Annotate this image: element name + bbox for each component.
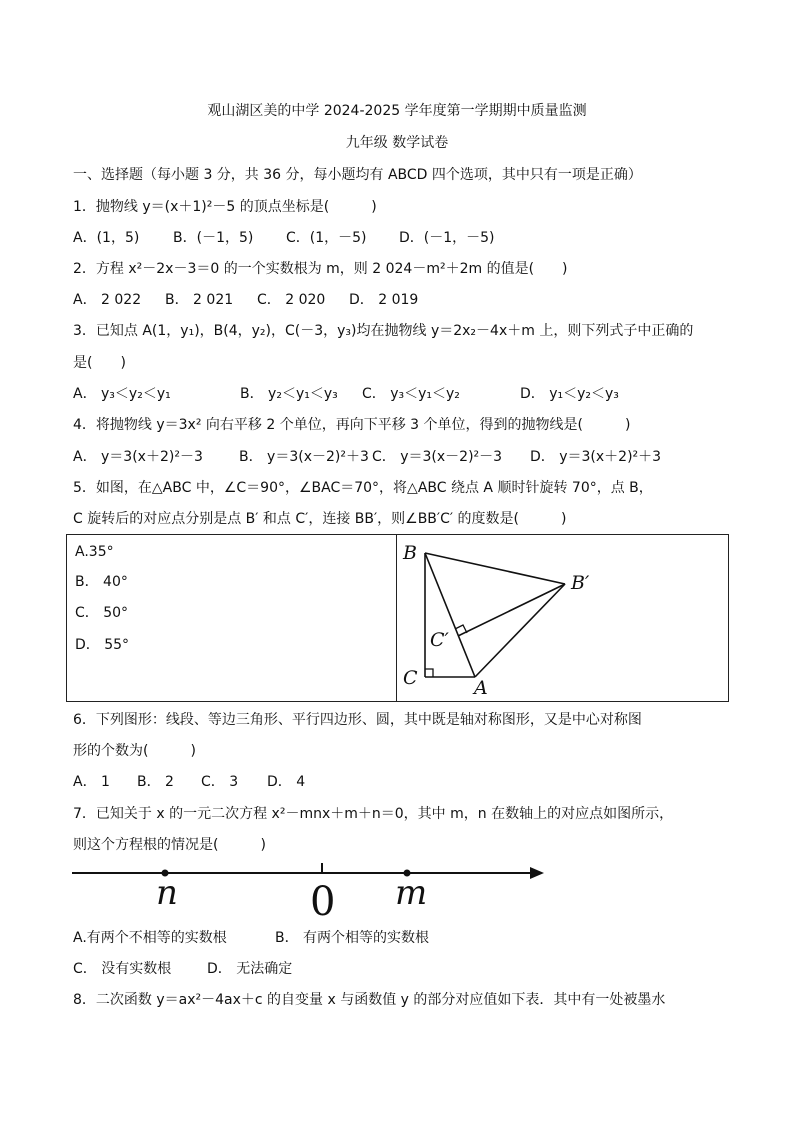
q4-option-a: A． y＝3(x＋2)²－3	[73, 449, 203, 465]
q3-option-c: C． y₃＜y₁＜y₂	[362, 386, 460, 402]
question-7-stem: 7．已知关于 x 的一元二次方程 x²－mnx＋m＋n＝0，其中 m，n 在数轴上的对应点如图所示，	[73, 806, 674, 822]
question-1-stem: 1．抛物线 y＝(x＋1)²－5 的顶点坐标是( )	[73, 199, 377, 215]
question-7-options-row1	[73, 929, 429, 947]
triangle-rotation-figure	[397, 535, 727, 701]
label-a: A	[474, 677, 488, 699]
question-7-stem-cont: 则这个方程根的情况是( )	[73, 837, 266, 853]
number-line-arrow	[530, 867, 544, 879]
question-5-figure-table	[66, 534, 729, 702]
q6-option-d: D． 4	[267, 774, 306, 790]
question-4-stem: 4．将抛物线 y＝3x² 向右平移 2 个单位，再向下平移 3 个单位，得到的抛物线是( )	[73, 417, 631, 433]
label-m: m	[395, 873, 428, 913]
q6-option-b: B． 2	[137, 774, 174, 790]
exam-title: 观山湖区美的中学 2024-2025 学年度第一学期期中质量监测	[207, 103, 587, 119]
q2-option-c: C． 2 020	[257, 292, 326, 308]
q7-option-c: C． 没有实数根	[73, 961, 172, 977]
label-zero: 0	[310, 879, 336, 918]
q1-option-a: A．(1，5)	[73, 230, 140, 246]
question-7-options-row2	[73, 960, 292, 978]
q7-option-b: B． 有两个相等的实数根	[275, 930, 430, 946]
number-line	[68, 858, 558, 918]
exam-subtitle: 九年级 数学试卷	[345, 135, 449, 151]
question-2-options	[73, 291, 418, 309]
right-angle-mark-c	[425, 669, 433, 677]
question-6-stem-cont: 形的个数为( )	[73, 743, 196, 759]
q2-option-b: B． 2 021	[165, 292, 234, 308]
q4-option-d: D． y＝3(x＋2)²＋3	[530, 449, 662, 465]
label-n: n	[156, 873, 178, 913]
question-6-stem: 6．下列图形：线段、等边三角形、平行四边形、圆，其中既是轴对称图形，又是中心对称图	[73, 712, 642, 728]
q3-option-d: D． y₁＜y₂＜y₃	[520, 386, 619, 402]
q5-option-d: D． 55°	[75, 637, 130, 653]
label-b: B	[403, 542, 417, 564]
label-c: C	[403, 667, 418, 689]
section-heading: 一、选择题（每小题 3 分，共 36 分，每小题均有 ABCD 四个选项，其中只有一项是正确）	[73, 167, 642, 183]
q1-option-d: D．(－1，－5)	[399, 230, 495, 246]
q7-option-a: A.有两个不相等的实数根	[73, 930, 227, 946]
side-ba	[425, 553, 475, 677]
q5-option-c: C． 50°	[75, 605, 129, 621]
question-1-options	[73, 229, 495, 247]
q5-option-a: A.35°	[75, 544, 114, 560]
question-4-options	[73, 448, 661, 466]
q5-option-b: B． 40°	[75, 574, 128, 590]
q6-option-a: A． 1	[73, 774, 110, 790]
q4-option-c: C． y＝3(x－2)²－3	[372, 449, 503, 465]
question-3-options	[73, 385, 619, 403]
q4-option-b: B． y＝3(x－2)²＋3	[239, 449, 369, 465]
label-cp: C′	[430, 629, 449, 651]
question-8-stem: 8．二次函数 y＝ax²－4ax＋c 的自变量 x 与函数值 y 的部分对应值如下表．其中有一处被墨水	[73, 992, 666, 1008]
question-2-stem: 2．方程 x²－2x－3＝0 的一个实数根为 m，则 2 024－m²＋2m 的值是( )	[73, 261, 568, 277]
side-bpa	[475, 584, 565, 677]
question-5-stem: 5．如图，在△ABC 中，∠C＝90°，∠BAC＝70°，将△ABC 绕点 A 顺时针旋转 70°，点 B，	[73, 480, 653, 496]
q6-option-c: C． 3	[201, 774, 239, 790]
q2-option-d: D． 2 019	[349, 292, 419, 308]
segment-bbp	[425, 553, 565, 584]
q1-option-c: C．(1，－5)	[286, 230, 367, 246]
question-5-stem-cont: C 旋转后的对应点分别是点 B′ 和点 C′，连接 BB′，则∠BB′C′ 的度数是( )	[73, 511, 567, 527]
q1-option-b: B．(－1，5)	[173, 230, 254, 246]
q3-option-a: A． y₃＜y₂＜y₁	[73, 386, 171, 402]
side-bpcp	[458, 584, 565, 636]
label-bp: B′	[571, 572, 590, 594]
q7-option-d: D． 无法确定	[207, 961, 293, 977]
question-3-stem-cont: 是( )	[73, 355, 126, 371]
q2-option-a: A． 2 022	[73, 292, 142, 308]
question-3-stem: 3．已知点 A(1，y₁)，B(4，y₂)，C(－3，y₃)均在抛物线 y＝2x₂－4x＋m 上，则下列式子中正确的	[73, 323, 694, 339]
q3-option-b: B． y₂＜y₁＜y₃	[240, 386, 338, 402]
question-6-options	[73, 773, 305, 791]
